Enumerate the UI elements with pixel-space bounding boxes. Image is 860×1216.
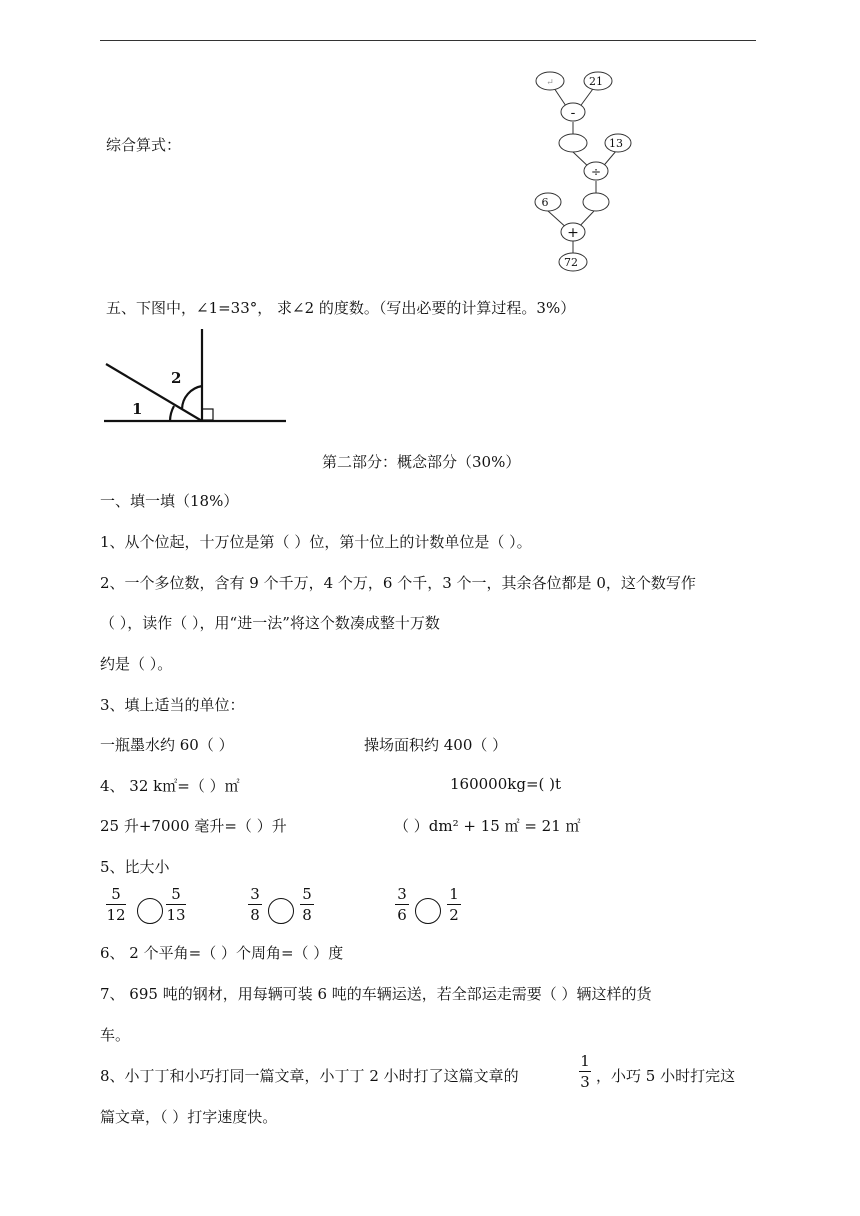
question-4-a: 4、 32 k㎡=（ ）㎡	[100, 777, 240, 795]
fraction	[447, 885, 461, 924]
question-4-c: 25 升+7000 毫升=（ ）升	[100, 817, 287, 835]
part2-sub1: 一、填一填（18%）	[100, 492, 239, 510]
fraction-numerator: 5	[171, 885, 181, 903]
calculation-tree	[528, 66, 623, 276]
fraction-numerator: 3	[250, 885, 260, 903]
header-rule	[100, 40, 756, 41]
fraction	[579, 1052, 591, 1091]
tree-op-plus: +	[567, 225, 579, 241]
tree-node-blank-low	[583, 193, 609, 211]
question-2-line3: 约是（ ）。	[100, 655, 173, 673]
question-7-line2: 车。	[100, 1026, 131, 1044]
question-1: 1、从个位起，十万位是第（ ）位，第十位上的计数单位是（ ）。	[100, 533, 532, 551]
tree-op-minus: -	[570, 105, 576, 121]
question-2-line2: （ ），读作（ ），用“进一法”将这个数凑成整十万数	[100, 614, 440, 632]
angle1-arc	[170, 406, 174, 421]
part2-title: 第二部分：概念部分（30%）	[322, 453, 521, 471]
tree-mid-right-value: 13	[609, 137, 623, 150]
question-2-line1: 2、一个多位数，含有 9 个千万，4 个万，6 个千，3 个一，其余各位都是 0，这个数写作	[100, 574, 696, 592]
right-angle-mark	[202, 409, 213, 420]
compare-circle-blank[interactable]	[137, 898, 163, 924]
fraction	[395, 885, 409, 924]
fraction-denominator: 2	[449, 906, 459, 924]
tree-mark: ↵	[546, 78, 554, 88]
angle2-arc	[182, 386, 202, 409]
compare-circle-blank[interactable]	[268, 898, 294, 924]
fraction	[248, 885, 262, 924]
question-3-b: 操场面积约 400（ ）	[364, 736, 508, 754]
angle-slanted-line	[106, 364, 202, 421]
question-4-b: 160000kg=( )t	[450, 775, 562, 793]
question-7-line1: 7、 695 吨的钢材，用每辆可装 6 吨的车辆运送，若全部运走需要（ ）辆这样的货	[100, 985, 652, 1003]
fraction	[166, 885, 186, 924]
fraction-numerator: 3	[397, 885, 407, 903]
fraction-numerator: 1	[580, 1052, 590, 1070]
question-5: 5、比大小	[100, 858, 170, 876]
question-4-d: （ ）dm² + 15 ㎡ = 21 ㎡	[394, 817, 581, 835]
question-3: 3、填上适当的单位：	[100, 696, 245, 714]
tree-op-divide: ÷	[590, 165, 602, 179]
question-8-line2: 篇文章，（ ）打字速度快。	[100, 1108, 278, 1126]
fraction	[106, 885, 126, 924]
question-6: 6、 2 个平角=（ ）个周角=（ ）度	[100, 944, 344, 962]
fraction-numerator: 1	[449, 885, 459, 903]
fraction-denominator: 13	[166, 906, 186, 924]
combined-formula-label: 综合算式：	[106, 136, 182, 154]
fraction-denominator: 8	[302, 906, 312, 924]
fraction-denominator: 6	[397, 906, 407, 924]
fraction	[300, 885, 314, 924]
question-8-line1a: 8、小丁丁和小巧打同一篇文章，小丁丁 2 小时打了这篇文章的	[100, 1067, 519, 1085]
fraction-denominator: 8	[250, 906, 260, 924]
question-3-a: 一瓶墨水约 60（ ）	[100, 736, 234, 754]
fraction-numerator: 5	[111, 885, 121, 903]
fraction-denominator: 12	[106, 906, 126, 924]
tree-node-blank-mid	[559, 134, 587, 152]
angle1-label: 1	[132, 400, 143, 418]
tree-result: 72	[564, 256, 578, 269]
tree-top-right-value: 21	[589, 75, 603, 88]
fraction-numerator: 5	[302, 885, 312, 903]
section5-title: 五、下图中，∠1=33°， 求∠2 的度数。（写出必要的计算过程。3%）	[106, 299, 576, 317]
angle2-label: 2	[171, 369, 182, 387]
compare-circle-blank[interactable]	[415, 898, 441, 924]
angle-diagram	[104, 326, 290, 426]
tree-left-value: 6	[541, 196, 549, 209]
question-8-line1b: ，小巧 5 小时打完这	[596, 1067, 736, 1085]
fraction-denominator: 3	[580, 1073, 590, 1091]
